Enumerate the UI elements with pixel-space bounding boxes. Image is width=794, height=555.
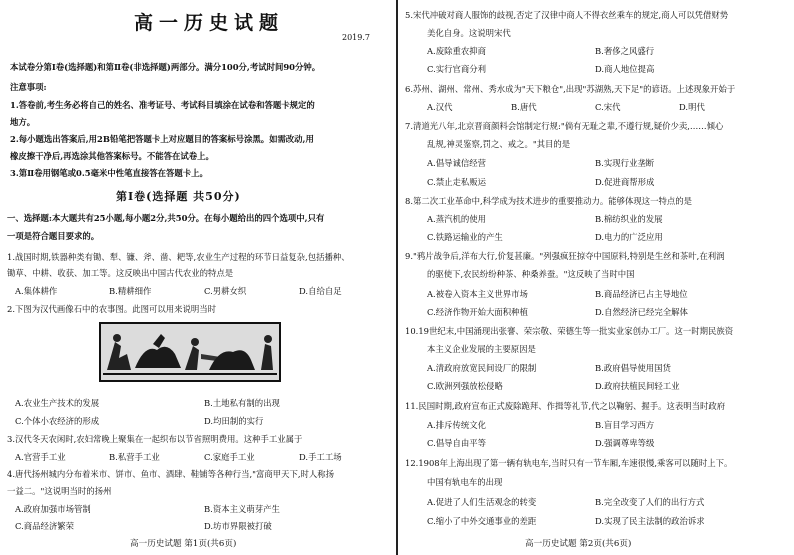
question-stem: 12.1908年上海出现了第一辆有轨电车,当时只有一节车厢,车速很慢,乘客可以随时上下。 bbox=[405, 458, 733, 468]
option-a: A.蒸汽机的使用 bbox=[427, 214, 486, 224]
question-stem: 9."鸦片战争后,洋布大行,价复甚廉。"列强疯狂掠夺中国原料,特别是生丝和茶叶,在利润 bbox=[405, 251, 725, 261]
page-footer: 高一历史试题 第2页(共6页) bbox=[525, 539, 632, 549]
relief-figures-icon bbox=[101, 324, 279, 380]
option-a: A.倡导诚信经营 bbox=[427, 158, 486, 168]
question-stem: 锄草、中耕、收获、加工等。这反映出中国古代农业的特点是 bbox=[7, 268, 234, 278]
option-d: D.坊市界限被打破 bbox=[204, 521, 272, 531]
option-b: B.奢侈之风盛行 bbox=[595, 46, 655, 56]
option-a: A.政府加强市场管制 bbox=[15, 504, 91, 514]
question-stem: 一益二。"这说明当时的扬州 bbox=[7, 486, 112, 496]
page-title: 高一历史试题 bbox=[134, 12, 285, 34]
option-d: D.自给自足 bbox=[299, 286, 342, 296]
option-c: C.男耕女织 bbox=[204, 286, 247, 296]
question-stem: 6.苏州、湖州、常州、秀水成为"天下粮仓",出现"苏湖熟,天下足"的谚语。上述现象开始于 bbox=[405, 84, 736, 94]
section-title: 第Ⅰ卷(选择题 共50分) bbox=[116, 190, 241, 203]
option-d: D.强调尊卑等级 bbox=[595, 438, 655, 448]
option-b: B.商品经济已占主导地位 bbox=[595, 289, 688, 299]
question-stem: 7.清道光八年,北京晋商颜料会馆制定行规:"倘有无耻之辈,不遵行规,疑价少卖,……倾心 bbox=[405, 121, 724, 131]
option-c: C.欧洲列强放松侵略 bbox=[427, 381, 503, 391]
question-stem: 本主义企业发展的主要原因是 bbox=[427, 344, 536, 354]
option-a: A.集体耕作 bbox=[15, 286, 58, 296]
option-d: D.商人地位提高 bbox=[595, 64, 655, 74]
question-stem: 4.唐代扬州城内分布着米市、饼市、鱼市、酒肆、鞋铺等各种行当,"富商甲天下,时人称扬 bbox=[7, 469, 335, 479]
question-stem: 10.19世纪末,中国涌现出张謇、荣宗敬、荣德生等一批实业家创办工厂。这一时期民族资 bbox=[405, 326, 734, 336]
question-stem: 乱规,神灵鉴察,罚之、戒之。"其目的是 bbox=[427, 139, 571, 149]
option-c: C.倡导自由平等 bbox=[427, 438, 487, 448]
option-c: C.商品经济繁荣 bbox=[15, 521, 75, 531]
option-c: C.家庭手工业 bbox=[204, 452, 255, 462]
option-b: B.精耕细作 bbox=[109, 286, 152, 296]
option-c: C.实行官商分利 bbox=[427, 64, 487, 74]
option-d: D.政府扶植民间轻工业 bbox=[595, 381, 680, 391]
option-c: C.宋代 bbox=[595, 102, 621, 112]
question-stem: 5.宋代冲破对商人服饰的歧视,否定了汉律中商人不得衣丝乘车的规定,商人可以凭借财势 bbox=[405, 10, 729, 20]
option-c: C.个体小农经济的形成 bbox=[15, 416, 100, 426]
option-a: A.官营手工业 bbox=[15, 452, 66, 462]
question-stem: 的驱使下,农民纷纷种茶、种桑养蚕。"这反映了当时中国 bbox=[427, 269, 635, 279]
intro-line: 橡皮擦干净后,再选涂其他答案标号。不能答在试卷上。 bbox=[10, 151, 214, 161]
option-d: D.自然经济已经完全解体 bbox=[595, 307, 688, 317]
option-a: A.促进了人们生活观念的转变 bbox=[427, 497, 537, 507]
question-stem: 8.第二次工业革命中,科学成为技术进步的重要推动力。能够体现这一特点的是 bbox=[405, 196, 693, 206]
option-b: B.唐代 bbox=[511, 102, 537, 112]
intro-line: 3.第Ⅱ卷用钢笔或0.5毫米中性笔直接答在答题卡上。 bbox=[10, 168, 208, 178]
question-stem: 2.下图为汉代画像石中的农事图。此图可以用来说明当时 bbox=[7, 304, 216, 314]
option-a: A.排斥传统文化 bbox=[427, 420, 486, 430]
section-instruction: 一项是符合题目要求的。 bbox=[7, 231, 100, 241]
option-d: D.电力的广泛应用 bbox=[595, 232, 663, 242]
exam-page-2 bbox=[397, 0, 794, 555]
option-d: D.实现了民主法制的政治诉求 bbox=[595, 516, 705, 526]
intro-line: 2.每小题选出答案后,用2B铅笔把答题卡上对应题目的答案标号涂黑。如需改动,用 bbox=[10, 134, 314, 144]
han-stone-relief-illustration bbox=[99, 322, 281, 382]
option-a: A.清政府放宽民间设厂的限制 bbox=[427, 363, 537, 373]
option-d: D.促进商帮形成 bbox=[595, 177, 655, 187]
intro-line: 注意事项: bbox=[10, 82, 47, 92]
page-footer: 高一历史试题 第1页(共6页) bbox=[130, 539, 237, 549]
exam-date: 2019.7 bbox=[342, 33, 370, 42]
option-d: D.手工工场 bbox=[299, 452, 342, 462]
option-c: C.缩小了中外交通事业的差距 bbox=[427, 516, 537, 526]
option-a: A.废除重农抑商 bbox=[427, 46, 486, 56]
option-b: B.盲目学习西方 bbox=[595, 420, 655, 430]
option-c: C.铁路运输业的产生 bbox=[427, 232, 503, 242]
option-a: A.被卷入资本主义世界市场 bbox=[427, 289, 528, 299]
option-b: B.完全改变了人们的出行方式 bbox=[595, 497, 705, 507]
question-stem: 1.战国时期,铁器种类有锄、犁、镰、斧、凿、耙等,农业生产过程的环节日益复杂,包括播种、 bbox=[7, 252, 350, 262]
option-d: D.明代 bbox=[679, 102, 705, 112]
option-a: A.汉代 bbox=[427, 102, 453, 112]
intro-line: 本试卷分第Ⅰ卷(选择题)和第Ⅱ卷(非选择题)两部分。满分100分,考试时间90分钟。 bbox=[10, 62, 321, 72]
option-b: B.资本主义萌芽产生 bbox=[204, 504, 280, 514]
option-b: B.土地私有制的出现 bbox=[204, 398, 280, 408]
option-b: B.棉纺织业的发展 bbox=[595, 214, 663, 224]
question-stem: 3.汉代冬天农闲时,农妇常晚上聚集在一起织布以节省照明费用。这种手工业属于 bbox=[7, 434, 303, 444]
question-stem: 11.民国时期,政府宣布正式废除跪拜、作揖等礼节,代之以鞠躬、握手。这表明当时政府 bbox=[405, 401, 726, 411]
question-stem: 美化自身。这说明宋代 bbox=[427, 28, 511, 38]
option-b: B.实现行业垄断 bbox=[595, 158, 655, 168]
intro-line: 地方。 bbox=[10, 117, 36, 127]
section-instruction: 一、选择题:本大题共有25小题,每小题2分,共50分。在每小题给出的四个选项中,只有 bbox=[7, 213, 325, 223]
option-c: C.禁止走私贩运 bbox=[427, 177, 487, 187]
option-b: B.私营手工业 bbox=[109, 452, 160, 462]
option-a: A.农业生产技术的发展 bbox=[15, 398, 100, 408]
intro-line: 1.答卷前,考生务必将自己的姓名、准考证号、考试科目填涂在试卷和答题卡规定的 bbox=[10, 100, 315, 110]
option-b: B.政府倡导使用国货 bbox=[595, 363, 671, 373]
option-d: D.均田制的实行 bbox=[204, 416, 264, 426]
option-c: C.经济作物开始大面积种植 bbox=[427, 307, 528, 317]
question-stem: 中国有轨电车的出现 bbox=[427, 477, 503, 487]
